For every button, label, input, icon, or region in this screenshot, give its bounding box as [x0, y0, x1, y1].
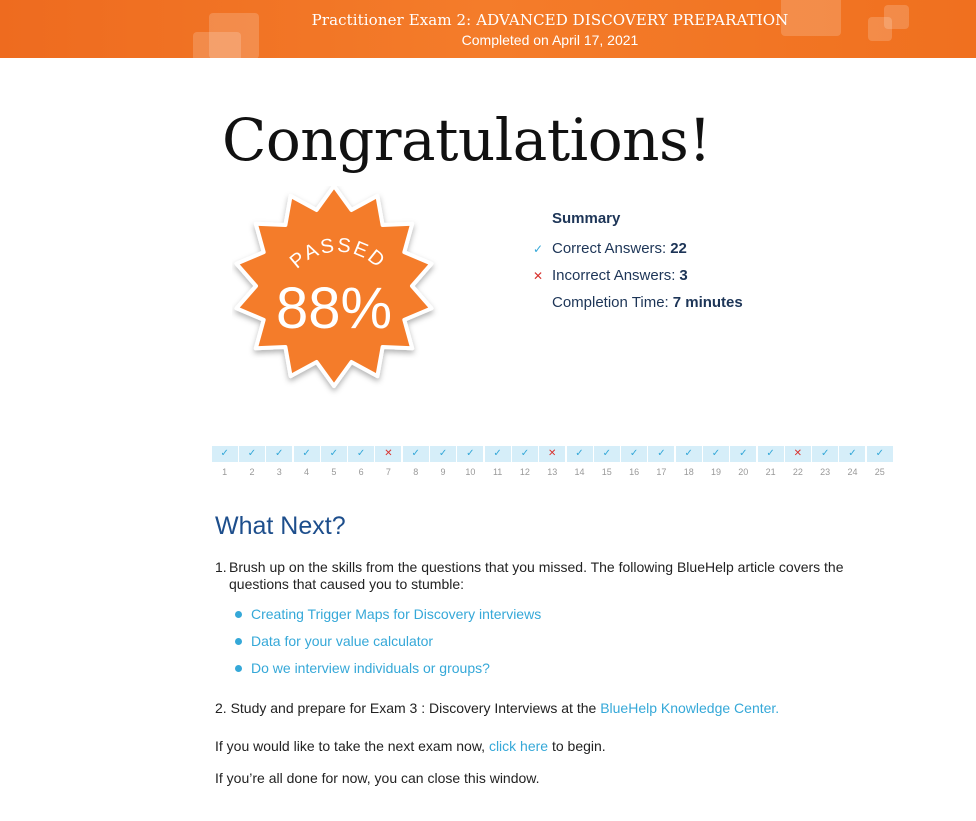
completion-time-value: 7 minutes: [672, 294, 743, 311]
passed-badge: [232, 186, 444, 398]
check-icon: ✓: [403, 446, 429, 462]
article-links: [235, 601, 875, 682]
check-icon: ✓: [703, 446, 729, 462]
question-result-1: [211, 446, 238, 477]
question-number: 6: [358, 467, 364, 477]
question-number: 13: [547, 467, 558, 477]
summary-title: Summary: [552, 210, 621, 227]
check-icon: ✓: [485, 446, 511, 462]
question-number: 18: [683, 467, 694, 477]
question-number: 7: [385, 467, 391, 477]
cross-icon: ✕: [533, 268, 544, 283]
question-result-22: [784, 446, 811, 477]
cross-icon: ✕: [539, 446, 565, 462]
question-result-18: [675, 446, 702, 477]
question-result-9: [429, 446, 456, 477]
question-result-2: [238, 446, 265, 477]
question-number: 22: [792, 467, 803, 477]
question-result-12: [511, 446, 538, 477]
knowledge-center-link[interactable]: BlueHelp Knowledge Center.: [600, 700, 780, 716]
exam-title: Practitioner Exam 2: ADVANCED DISCOVERY PREPARATION: [311, 11, 789, 29]
check-icon: ✓: [839, 446, 865, 462]
incorrect-answers-label: Incorrect Answers:: [552, 267, 676, 284]
question-result-19: [702, 446, 729, 477]
question-results-bar: [211, 446, 893, 477]
badge-status: PASSED: [285, 234, 390, 274]
cross-icon: ✕: [375, 446, 401, 462]
check-icon: ✓: [430, 446, 456, 462]
click-here-link[interactable]: click here: [488, 738, 549, 754]
question-number: 17: [656, 467, 667, 477]
check-icon: ✓: [758, 446, 784, 462]
question-result-13: [539, 446, 566, 477]
question-result-25: [866, 446, 893, 477]
correct-answers-value: 22: [670, 240, 687, 257]
question-result-21: [757, 446, 784, 477]
completion-date: Completed on April 17, 2021: [461, 32, 639, 48]
check-icon: ✓: [212, 446, 238, 462]
question-number: 8: [413, 467, 419, 477]
close-window-paragraph: If you’re all done for now, you can close this window.: [215, 770, 540, 786]
check-icon: ✓: [239, 446, 265, 462]
bullet-icon: [235, 638, 242, 645]
question-result-23: [812, 446, 839, 477]
check-icon: ✓: [676, 446, 702, 462]
link-interview-individuals-groups[interactable]: Do we interview individuals or groups?: [251, 660, 490, 676]
question-number: 25: [874, 467, 885, 477]
check-icon: ✓: [348, 446, 374, 462]
question-result-10: [457, 446, 484, 477]
question-result-4: [293, 446, 320, 477]
check-icon: ✓: [812, 446, 838, 462]
question-number: 16: [629, 467, 640, 477]
question-number: 15: [601, 467, 612, 477]
question-number: 20: [738, 467, 749, 477]
step-1-number: 1.: [215, 559, 227, 575]
what-next-heading: What Next?: [215, 512, 346, 540]
link-trigger-maps[interactable]: Creating Trigger Maps for Discovery interviews: [251, 606, 542, 622]
list-item: [235, 601, 875, 628]
question-result-15: [593, 446, 620, 477]
check-icon: ✓: [294, 446, 320, 462]
next-steps-list: [215, 559, 875, 682]
question-number: 12: [519, 467, 530, 477]
question-number: 3: [276, 467, 282, 477]
check-icon: ✓: [266, 446, 292, 462]
question-result-11: [484, 446, 511, 477]
check-icon: ✓: [321, 446, 347, 462]
question-result-3: [266, 446, 293, 477]
incorrect-answers-row: [533, 262, 743, 289]
completion-time-row: [533, 289, 743, 316]
bullet-icon: [235, 611, 242, 618]
incorrect-answers-value: 3: [679, 267, 688, 284]
question-number: 4: [304, 467, 310, 477]
step-1-text: Brush up on the skills from the questions that you missed. The following BlueHelp article covers the questions that caused you to stumble:: [229, 559, 844, 592]
next-exam-text-before: If you would like to take the next exam now,: [215, 738, 489, 754]
check-icon: ✓: [730, 446, 756, 462]
question-number: 24: [847, 467, 858, 477]
question-number: 21: [765, 467, 776, 477]
check-icon: ✓: [533, 241, 544, 256]
check-icon: ✓: [512, 446, 538, 462]
question-number: 11: [492, 467, 503, 477]
question-result-14: [566, 446, 593, 477]
check-icon: ✓: [648, 446, 674, 462]
question-number: 1: [222, 467, 228, 477]
next-exam-text-after: to begin.: [548, 738, 606, 754]
check-icon: ✓: [567, 446, 593, 462]
next-exam-paragraph: [215, 738, 606, 754]
check-icon: ✓: [621, 446, 647, 462]
question-result-6: [347, 446, 374, 477]
congratulations-heading: Congratulations!: [222, 106, 712, 174]
question-result-7: [375, 446, 402, 477]
summary-panel: [533, 210, 743, 316]
question-result-5: [320, 446, 347, 477]
question-result-20: [730, 446, 757, 477]
question-number: 10: [465, 467, 476, 477]
question-result-24: [839, 446, 866, 477]
question-number: 14: [574, 467, 585, 477]
correct-answers-row: [533, 235, 743, 262]
check-icon: ✓: [457, 446, 483, 462]
step-2-text: 2. Study and prepare for Exam 3 : Discovery Interviews at the: [215, 700, 601, 716]
completion-time-label: Completion Time:: [552, 294, 669, 311]
question-number: 23: [820, 467, 831, 477]
question-number: 2: [249, 467, 255, 477]
list-item: [235, 628, 875, 655]
exam-header: [0, 0, 976, 58]
check-icon: ✓: [594, 446, 620, 462]
step-2: [215, 700, 779, 716]
question-result-17: [648, 446, 675, 477]
correct-answers-label: Correct Answers:: [552, 240, 667, 257]
badge-score: 88%: [275, 276, 393, 341]
question-result-16: [620, 446, 647, 477]
link-value-calculator[interactable]: Data for your value calculator: [251, 633, 434, 649]
check-icon: ✓: [867, 446, 893, 462]
question-number: 19: [710, 467, 721, 477]
question-number: 5: [331, 467, 337, 477]
cross-icon: ✕: [785, 446, 811, 462]
bullet-icon: [235, 665, 242, 672]
question-number: 9: [440, 467, 446, 477]
list-item: [235, 655, 875, 682]
step-1: [215, 559, 875, 593]
question-result-8: [402, 446, 429, 477]
